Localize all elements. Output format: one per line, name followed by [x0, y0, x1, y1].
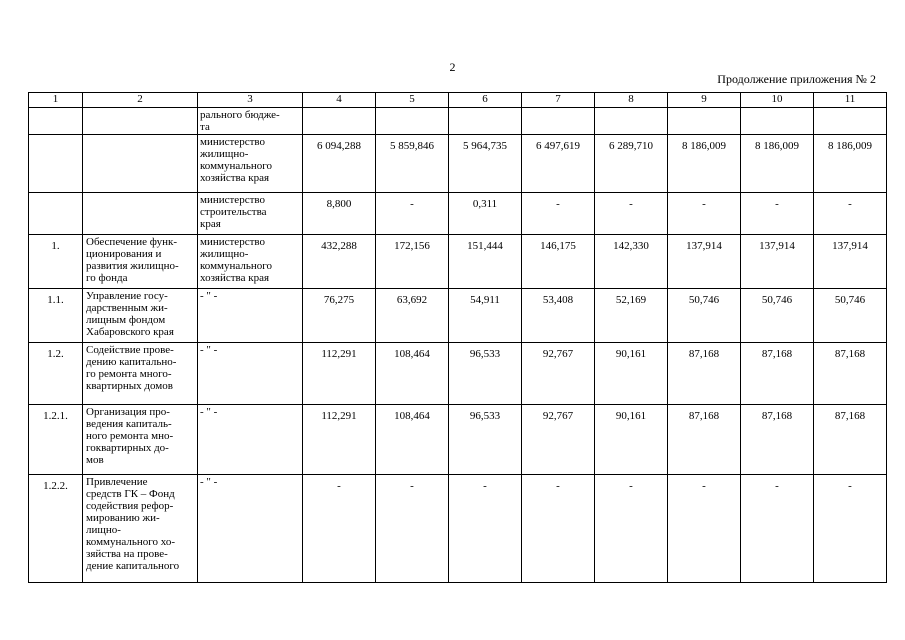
row-value-col-11: 8 186,009 — [814, 135, 887, 193]
row-value-col-8: - — [595, 193, 668, 235]
row-value-col-9: - — [668, 475, 741, 583]
row-value-col-11: - — [814, 193, 887, 235]
row-value-col-9: 8 186,009 — [668, 135, 741, 193]
row-name: Управление госу- дарственным жи- лищным фондом Хабаровского края — [83, 289, 198, 343]
row-value-col-10 — [741, 108, 814, 135]
row-value-col-9: - — [668, 193, 741, 235]
column-number-4: 4 — [303, 93, 376, 108]
row-value-col-4: 432,288 — [303, 235, 376, 289]
row-value-col-7: 92,767 — [522, 405, 595, 475]
row-value-col-10: 87,168 — [741, 405, 814, 475]
row-name: Привлечение средств ГК – Фонд содействия рефор- мированию жи- лищно- коммунального хо- зяйства на прове- дение капитального — [83, 475, 198, 583]
row-value-col-5 — [376, 108, 449, 135]
row-value-col-4: 112,291 — [303, 405, 376, 475]
column-number-6: 6 — [449, 93, 522, 108]
continuation-label: Продолжение приложения № 2 — [717, 72, 876, 86]
row-value-col-9: 87,168 — [668, 343, 741, 405]
row-value-col-9: 50,746 — [668, 289, 741, 343]
table-row — [29, 108, 887, 135]
row-value-col-10: 137,914 — [741, 235, 814, 289]
row-value-col-4: 8,800 — [303, 193, 376, 235]
row-executor: министерство жилищно- коммунального хозяйства края — [198, 235, 303, 289]
row-code: 1. — [29, 235, 83, 289]
row-code — [29, 193, 83, 235]
row-value-col-4: - — [303, 475, 376, 583]
row-name: Содействие прове- дению капитально- го ремонта много- квартирных домов — [83, 343, 198, 405]
row-value-col-8: 90,161 — [595, 343, 668, 405]
row-value-col-10: 87,168 — [741, 343, 814, 405]
row-executor: - " - — [198, 405, 303, 475]
row-code: 1.2.1. — [29, 405, 83, 475]
row-value-col-11: 87,168 — [814, 343, 887, 405]
row-value-col-7: 146,175 — [522, 235, 595, 289]
row-name — [83, 135, 198, 193]
row-executor: - " - — [198, 289, 303, 343]
row-value-col-10: 8 186,009 — [741, 135, 814, 193]
row-value-col-10: - — [741, 475, 814, 583]
row-value-col-5: - — [376, 193, 449, 235]
row-executor: рального бюдже- та — [198, 108, 303, 135]
row-code: 1.1. — [29, 289, 83, 343]
row-code: 1.2.2. — [29, 475, 83, 583]
row-value-col-11: 50,746 — [814, 289, 887, 343]
row-code — [29, 135, 83, 193]
table-row — [29, 343, 887, 405]
row-value-col-10: 50,746 — [741, 289, 814, 343]
row-value-col-6 — [449, 108, 522, 135]
table-row — [29, 405, 887, 475]
row-value-col-4 — [303, 108, 376, 135]
table-row — [29, 475, 887, 583]
table-row — [29, 289, 887, 343]
table-row — [29, 135, 887, 193]
column-number-3: 3 — [198, 93, 303, 108]
row-value-col-4: 76,275 — [303, 289, 376, 343]
column-number-5: 5 — [376, 93, 449, 108]
row-value-col-5: - — [376, 475, 449, 583]
row-value-col-11 — [814, 108, 887, 135]
column-number-11: 11 — [814, 93, 887, 108]
column-number-7: 7 — [522, 93, 595, 108]
row-value-col-10: - — [741, 193, 814, 235]
row-value-col-8: 142,330 — [595, 235, 668, 289]
column-number-8: 8 — [595, 93, 668, 108]
row-executor: - " - — [198, 475, 303, 583]
row-value-col-7: 92,767 — [522, 343, 595, 405]
row-value-col-6: 96,533 — [449, 343, 522, 405]
row-value-col-11: 87,168 — [814, 405, 887, 475]
row-value-col-8: 90,161 — [595, 405, 668, 475]
row-value-col-7: - — [522, 193, 595, 235]
row-value-col-6: 0,311 — [449, 193, 522, 235]
row-value-col-6: - — [449, 475, 522, 583]
table-row — [29, 235, 887, 289]
row-value-col-5: 172,156 — [376, 235, 449, 289]
row-name: Организация про- ведения капиталь- ного ремонта мно- гоквартирных до- мов — [83, 405, 198, 475]
row-value-col-9: 137,914 — [668, 235, 741, 289]
row-value-col-6: 151,444 — [449, 235, 522, 289]
row-value-col-8 — [595, 108, 668, 135]
column-number-1: 1 — [29, 93, 83, 108]
table-body — [29, 93, 887, 583]
row-value-col-6: 54,911 — [449, 289, 522, 343]
header-row — [29, 93, 887, 108]
row-value-col-6: 96,533 — [449, 405, 522, 475]
row-name — [83, 193, 198, 235]
row-value-col-9 — [668, 108, 741, 135]
row-value-col-5: 108,464 — [376, 405, 449, 475]
row-value-col-4: 112,291 — [303, 343, 376, 405]
row-value-col-5: 63,692 — [376, 289, 449, 343]
row-value-col-5: 5 859,846 — [376, 135, 449, 193]
row-value-col-11: 137,914 — [814, 235, 887, 289]
column-number-2: 2 — [83, 93, 198, 108]
page-number: 2 — [449, 60, 456, 74]
row-value-col-9: 87,168 — [668, 405, 741, 475]
row-value-col-7: 6 497,619 — [522, 135, 595, 193]
row-value-col-8: 6 289,710 — [595, 135, 668, 193]
row-value-col-4: 6 094,288 — [303, 135, 376, 193]
row-value-col-6: 5 964,735 — [449, 135, 522, 193]
row-code: 1.2. — [29, 343, 83, 405]
row-value-col-8: 52,169 — [595, 289, 668, 343]
row-value-col-8: - — [595, 475, 668, 583]
column-number-9: 9 — [668, 93, 741, 108]
row-executor: министерство жилищно- коммунального хозяйства края — [198, 135, 303, 193]
row-code — [29, 108, 83, 135]
column-number-10: 10 — [741, 93, 814, 108]
row-name — [83, 108, 198, 135]
row-value-col-5: 108,464 — [376, 343, 449, 405]
row-executor: министерство строительства края — [198, 193, 303, 235]
row-value-col-7: - — [522, 475, 595, 583]
row-value-col-7: 53,408 — [522, 289, 595, 343]
table-row — [29, 193, 887, 235]
program-table — [28, 92, 887, 583]
row-name: Обеспечение функ- ционирования и развития жилищно- го фонда — [83, 235, 198, 289]
row-value-col-11: - — [814, 475, 887, 583]
row-value-col-7 — [522, 108, 595, 135]
row-executor: - " - — [198, 343, 303, 405]
